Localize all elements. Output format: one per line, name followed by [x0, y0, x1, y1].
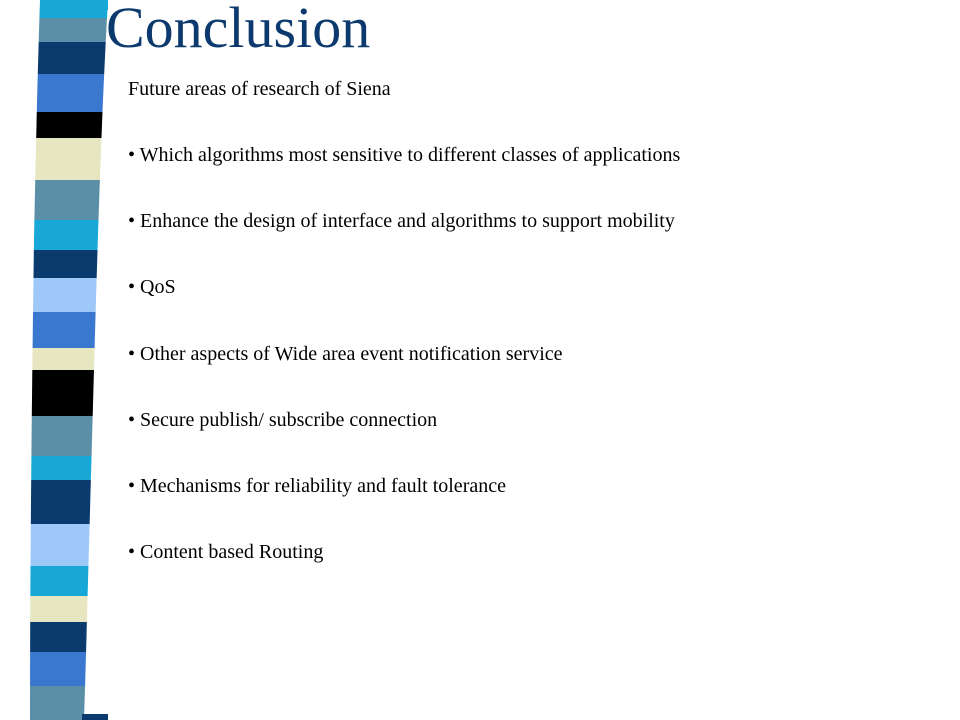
- research-areas-list: [128, 140, 928, 567]
- list-item: • Enhance the design of interface and algorithms to support mobility: [128, 210, 675, 233]
- decorative-stripe-bar: [0, 0, 120, 720]
- list-item: • Which algorithms most sensitive to different classes of applications: [128, 144, 681, 166]
- list-item: • Mechanisms for reliability and fault tolerance: [128, 474, 506, 497]
- slide-title: Conclusion: [106, 0, 371, 60]
- list-item: • QoS: [128, 276, 176, 299]
- list-item: • Other aspects of Wide area event notification service: [128, 342, 563, 365]
- slide-body: [128, 74, 928, 603]
- intro-text: Future areas of research of Siena: [128, 78, 391, 100]
- list-item: • Content based Routing: [128, 541, 324, 564]
- list-item: • Secure publish/ subscribe connection: [128, 408, 438, 431]
